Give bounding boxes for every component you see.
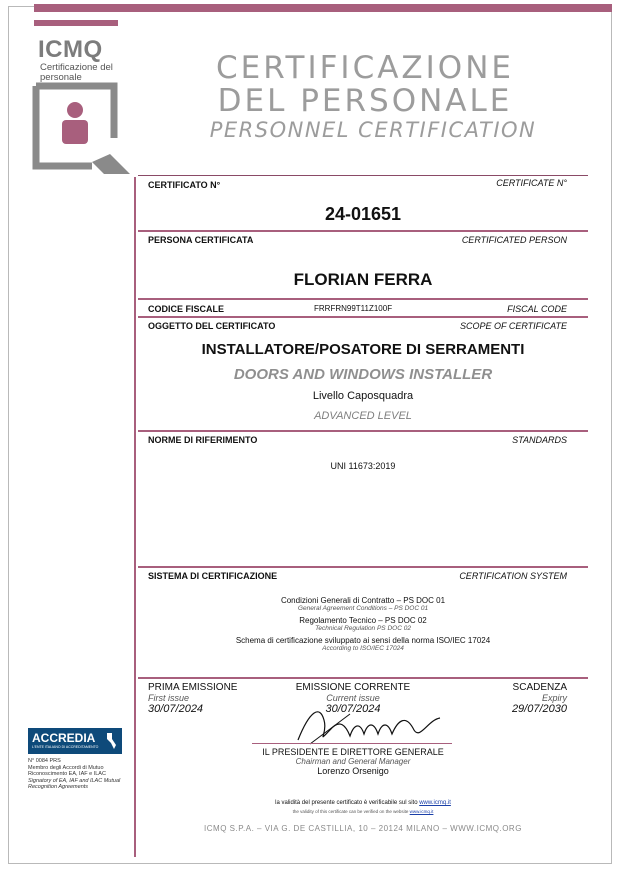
certificate-number-label: CERTIFICATO N°	[148, 180, 221, 190]
logo-subtitle: Certificazione del personale	[40, 62, 113, 83]
divider	[138, 316, 588, 318]
first-issue	[148, 682, 237, 715]
fiscal-code: FRRFRN99T11Z100F	[314, 304, 393, 313]
signature-block	[238, 747, 468, 776]
validity-link-en[interactable]: www.icmq.it	[409, 809, 434, 814]
validity-text: la validità del presente certificato è verificabile sul sito	[275, 800, 418, 806]
logo-name: ICMQ	[38, 36, 103, 63]
expiry-date: 29/07/2030	[511, 703, 567, 715]
accredia-logo	[28, 728, 122, 754]
level-en: ADVANCED LEVEL	[314, 410, 412, 422]
accredia-text-en: Signatory of EA, IAF and ILAC Mutual Recognition Agreements	[28, 777, 121, 790]
signatory-name: Lorenzo Orsenigo	[317, 766, 389, 776]
expiry-label: SCADENZA	[512, 682, 567, 693]
validity-text-en: the validity of this certificate can be verified on the website	[292, 809, 409, 814]
left-accent-line	[134, 177, 136, 857]
logo-accent-bar	[34, 20, 118, 26]
signatory-title: IL PRESIDENTE E DIRETTORE GENERALE	[262, 747, 444, 757]
divider	[138, 230, 588, 232]
footer-address: ICMQ S.P.A. – VIA G. DE CASTILLIA, 10 – 20124 MILANO – WWW.ICMQ.ORG	[204, 824, 522, 833]
signature-line	[252, 743, 452, 744]
person-name: FLORIAN FERRA	[293, 270, 433, 289]
divider	[138, 566, 588, 568]
icmq-logo-icon	[32, 82, 132, 176]
first-issue-label: PRIMA EMISSIONE	[148, 682, 238, 693]
top-accent-bar	[34, 4, 612, 12]
system-line-en: General Agreement Conditions – PS DOC 01	[297, 605, 429, 612]
system-label-en: CERTIFICATION SYSTEM	[459, 571, 567, 581]
standards-label-en: STANDARDS	[512, 435, 567, 445]
current-issue-label-en: Current issue	[326, 693, 380, 703]
accredia-sub: L'ENTE ITALIANO DI ACCREDITAMENTO	[32, 745, 99, 749]
validity-link[interactable]: www.icmq.it	[419, 800, 451, 806]
system-line: Schema di certificazione sviluppato ai sensi della norma ISO/IEC 17024	[235, 636, 491, 645]
italy-map-icon	[104, 731, 118, 751]
system-line: Condizioni Generali di Contratto – PS DOC 01	[280, 596, 446, 605]
divider	[138, 677, 588, 679]
title-english: PERSONNEL CERTIFICATION	[209, 118, 537, 142]
divider	[138, 298, 588, 300]
title-line1: CERTIFICAZIONE	[216, 50, 514, 86]
current-issue-date: 30/07/2024	[325, 703, 381, 715]
scope-label: OGGETTO DEL CERTIFICATO	[148, 321, 276, 331]
person-label-en: CERTIFICATED PERSON	[461, 235, 567, 245]
certificate-number-label-en: CERTIFICATE N°	[496, 178, 567, 188]
first-issue-date: 30/07/2024	[148, 703, 204, 715]
divider	[138, 430, 588, 432]
scope-title: INSTALLATORE/POSATORE DI SERRAMENTI	[201, 341, 525, 358]
scope-label-en: SCOPE OF CERTIFICATE	[459, 321, 567, 331]
fiscal-code-label-en: FISCAL CODE	[507, 304, 567, 314]
standard-value: UNI 11673:2019	[330, 461, 396, 471]
expiry-label-en: Expiry	[541, 693, 567, 703]
signatory-title-en: Chairman and General Manager	[295, 757, 411, 766]
system-line: Regolamento Tecnico – PS DOC 02	[299, 616, 427, 625]
validity-note-en	[138, 809, 588, 814]
system-line-en: Technical Regulation PS DOC 02	[315, 625, 411, 632]
accredia-text: Membro degli Accordi di Mutuo Riconoscimento EA, IAF e ILAC	[28, 764, 106, 777]
system-line-en: According to ISO/IEC 17024	[322, 645, 404, 652]
certificate-number: 24-01651	[324, 204, 402, 224]
system-list	[138, 596, 588, 652]
standards-label: NORME DI RIFERIMENTO	[148, 435, 258, 445]
person-label: PERSONA CERTIFICATA	[148, 235, 254, 245]
accredia-name: ACCREDIA	[32, 731, 96, 745]
validity-note	[138, 800, 588, 806]
accredia-info	[28, 758, 124, 791]
expiry	[512, 682, 567, 715]
scope-title-en: DOORS AND WINDOWS INSTALLER	[233, 366, 493, 383]
level: Livello Caposquadra	[312, 390, 414, 402]
first-issue-label-en: First issue	[148, 693, 190, 703]
accredia-number: N° 0084 PRS	[28, 758, 61, 764]
fiscal-code-label: CODICE FISCALE	[148, 304, 225, 314]
divider	[138, 175, 588, 176]
title-line2: DEL PERSONALE	[217, 83, 513, 119]
current-issue-label: EMISSIONE CORRENTE	[295, 682, 411, 693]
system-label: SISTEMA DI CERTIFICAZIONE	[148, 571, 278, 581]
